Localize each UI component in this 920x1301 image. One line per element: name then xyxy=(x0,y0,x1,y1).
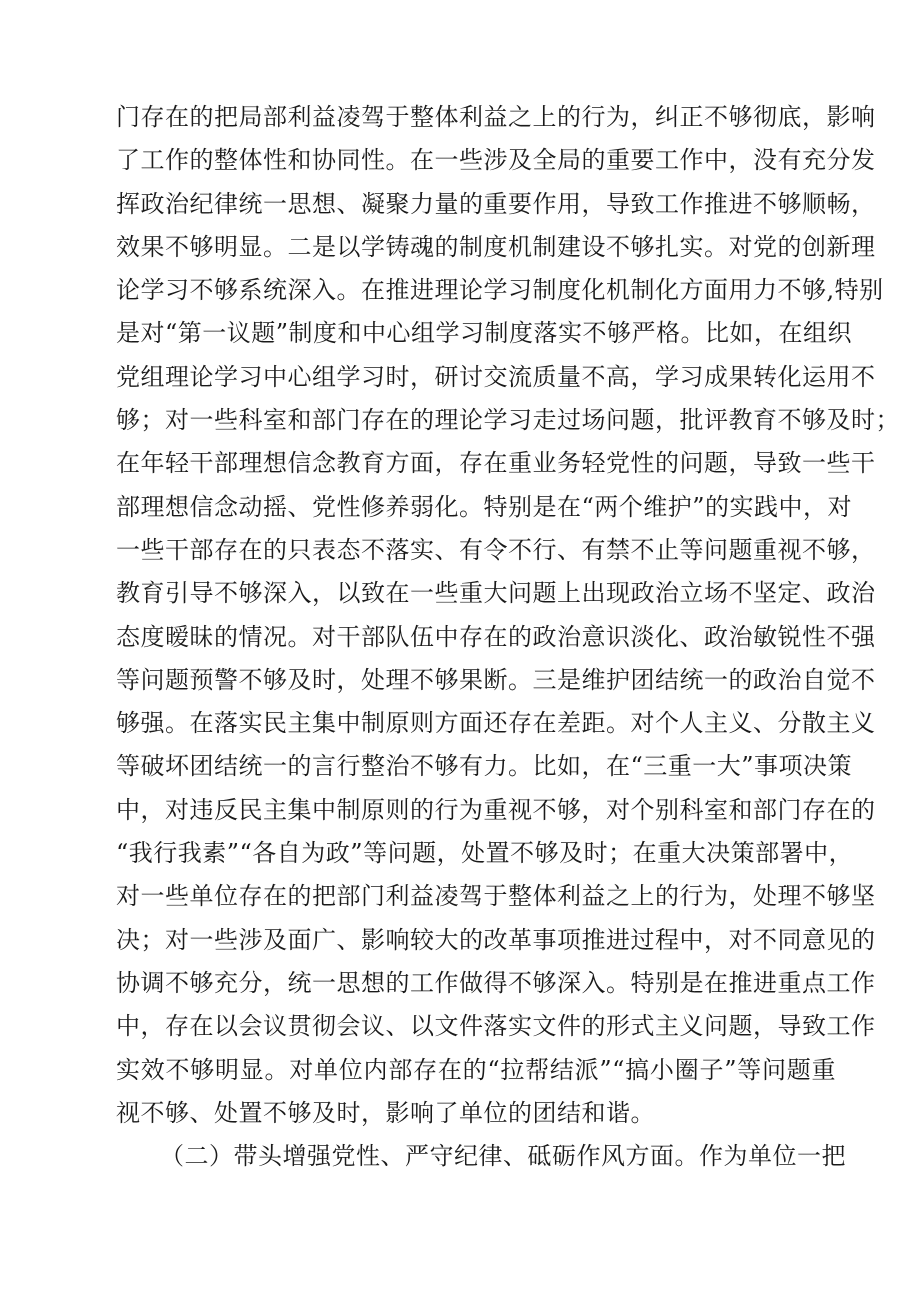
text-line: 等破坏团结统一的言行整治不够有力。比如，在“三重一大”事项决策 xyxy=(116,752,853,781)
text-line: 效果不够明显。二是以学铸魂的制度机制建设不够扎实。对党的创新理 xyxy=(116,232,876,261)
body-text xyxy=(116,96,900,1178)
text-line: 等问题预警不够及时，处理不够果断。三是维护团结统一的政治自觉不 xyxy=(116,665,876,694)
paragraph-end-line: 视不够、处置不够及时，影响了单位的团结和谐。 xyxy=(116,1098,655,1127)
text-line: 门存在的把局部利益凌驾于整体利益之上的行为，纠正不够彻底，影响 xyxy=(116,103,876,131)
text-line: 中，存在以会议贯彻会议、以文件落实文件的形式主义问题，导致工作 xyxy=(116,1012,876,1041)
text-line: 在年轻干部理想信念教育方面，存在重业务轻党性的问题，导致一些干 xyxy=(116,449,876,478)
text-line: 决；对一些涉及面广、影响较大的改革事项推进过程中，对不同意见的 xyxy=(116,925,876,954)
text-line: 了工作的整体性和协同性。在一些涉及全局的重要工作中，没有充分发 xyxy=(116,146,876,175)
text-line: 够；对一些科室和部门存在的理论学习走过场问题，批评教育不够及时； xyxy=(116,406,900,435)
text-line: 教育引导不够深入，以致在一些重大问题上出现政治立场不坚定、政治 xyxy=(116,579,876,608)
section-heading-line: （二）带头增强党性、严守纪律、砥砺作风方面。作为单位一把 xyxy=(160,1142,846,1171)
text-line: “我行我素”“各自为政”等问题，处置不够及时；在重大决策部署中， xyxy=(116,839,854,868)
text-line: 论学习不够系统深入。在推进理论学习制度化机制化方面用力不够,特别 xyxy=(116,276,884,305)
text-line: 态度暧昧的情况。对干部队伍中存在的政治意识淡化、政治敏锐性不强 xyxy=(116,622,876,651)
text-line: 党组理论学习中心组学习时，研讨交流质量不高，学习成果转化运用不 xyxy=(116,362,876,391)
text-line: 是对“第一议题”制度和中心组学习制度落实不够严格。比如，在组织 xyxy=(116,319,853,348)
text-line: 挥政治纪律统一思想、凝聚力量的重要作用，导致工作推进不够顺畅， xyxy=(116,189,876,218)
text-line: 对一些单位存在的把部门利益凌驾于整体利益之上的行为，处理不够坚 xyxy=(116,882,876,911)
text-line: 一些干部存在的只表态不落实、有令不行、有禁不止等问题重视不够， xyxy=(116,535,876,564)
text-line: 实效不够明显。对单位内部存在的“拉帮结派”“搞小圈子”等问题重 xyxy=(116,1055,836,1084)
text-line: 中，对违反民主集中制原则的行为重视不够，对个别科室和部门存在的 xyxy=(116,795,876,824)
text-line: 协调不够充分，统一思想的工作做得不够深入。特别是在推进重点工作 xyxy=(116,968,876,997)
text-line: 部理想信念动摇、党性修养弱化。特别是在“两个维护”的实践中，对 xyxy=(116,492,853,521)
text-line: 够强。在落实民主集中制原则方面还存在差距。对个人主义、分散主义 xyxy=(116,709,876,738)
